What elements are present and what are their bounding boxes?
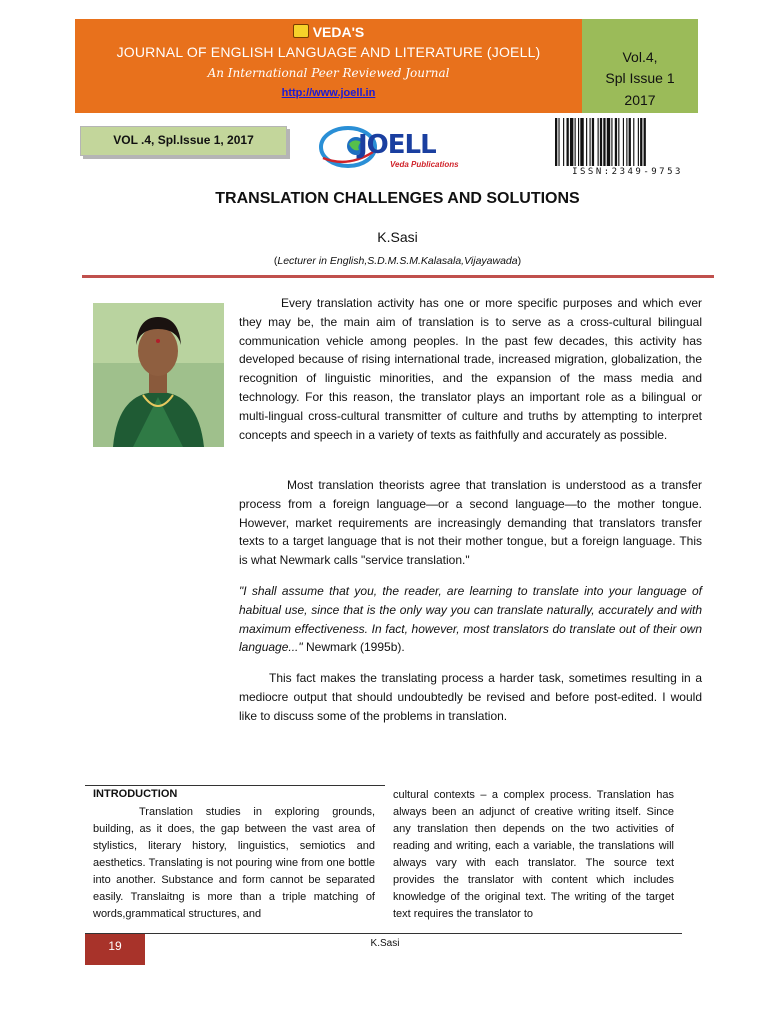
author-affiliation: (Lecturer in English,S.D.M.S.M.Kalasala,Vijayawada) bbox=[273, 255, 522, 267]
issue-year: 2017 bbox=[624, 92, 656, 108]
logo-subtext: Veda Publications bbox=[390, 160, 459, 169]
issn-number: ISSN:2349-9753 bbox=[572, 167, 683, 177]
author-photo bbox=[93, 303, 224, 447]
article-author: K.Sasi bbox=[377, 229, 418, 245]
journal-banner bbox=[75, 19, 582, 113]
issue-volume: Vol.4, bbox=[622, 49, 658, 65]
column-divider bbox=[85, 785, 385, 786]
veda-logo-icon bbox=[293, 24, 309, 38]
publisher-name: VEDA'S bbox=[75, 24, 582, 40]
issue-box bbox=[582, 19, 698, 113]
footer-divider bbox=[85, 933, 682, 934]
journal-url-link[interactable]: http://www.joell.in bbox=[281, 87, 376, 99]
newmark-quote: "I shall assume that you, the reader, are learning to translate into your language of habitual use, since that is the only way you can translate naturally, accurately and with maximum effectiveness. In fact, however, most translators do translate out of their own language..." Newmark (1995b). bbox=[239, 584, 702, 655]
volume-label: VOL .4, Spl.Issue 1, 2017 bbox=[113, 133, 254, 147]
abstract-paragraph-1: Every translation activity has one or more specific purposes and which ever they may be, the main aim of translation is to serve as a cross-cultural bilingual communication vehicle among peoples. In the past few decades, this activity has developed because of rising international trade, increased migration, globalization, the recognition of linguistic minorities, and the expansion of the mass media and technology. For this reason, the translator plays an important role as a bilingual or multi-lingual cross-cultural transmitter of culture and truths by attempting to interpret concepts and speech in a variety of texts as faithfully and accurately as possible. bbox=[239, 296, 702, 442]
footer-author: K.Sasi bbox=[370, 938, 400, 949]
abstract-paragraph-2: Most translation theorists agree that translation is understood as a transfer process from a foreign language—or a second language—to the mother tongue. However, market requirements are increasingly demanding that translators transfer texts to a target language that is not their mother tongue, but a foreign language. This is what Newmark calls "service translation." bbox=[239, 478, 702, 568]
intro-left-column: Translation studies in exploring grounds, building, as it does, the gap between the vast area of stylistics, literary history, linguistics, semiotics and aesthetics. Translating is not pouring wine from one bottle into another. Substance and form cannot be separated easily. Translaitng is more than a triple matching of words,grammatical structures, and bbox=[93, 806, 375, 920]
quote-source: Newmark (1995b). bbox=[306, 640, 405, 655]
title-divider bbox=[82, 275, 714, 278]
barcode-icon bbox=[555, 118, 700, 166]
introduction-heading: INTRODUCTION bbox=[93, 788, 178, 800]
journal-tagline: An International Peer Reviewed Journal bbox=[207, 66, 450, 80]
logo-letters: JOELL bbox=[358, 130, 436, 160]
page-number: 19 bbox=[85, 934, 145, 965]
article-title: TRANSLATION CHALLENGES AND SOLUTIONS bbox=[215, 190, 580, 207]
journal-title: JOURNAL OF ENGLISH LANGUAGE AND LITERATURE (JOELL) bbox=[116, 44, 541, 60]
author-portrait-icon bbox=[93, 303, 224, 447]
issue-number: Spl Issue 1 bbox=[605, 70, 675, 86]
abstract-paragraph-3: This fact makes the translating process a harder task, sometimes resulting in a mediocre output that should undoubtedly be revised and before post-edited. I would like to discuss some of the problems in translation. bbox=[239, 671, 702, 723]
intro-right-column: cultural contexts – a complex process. Translation has always been an adjunct of creative writing itself. Since any translation then depends on the two activities of reading and writing, each a variable, the translations will always vary with each translator. The source text provides the translator with content which includes knowledge of the original text. The writing of the target text requires the translator to bbox=[393, 789, 674, 920]
joell-logo bbox=[318, 122, 488, 172]
volume-label-box bbox=[80, 126, 287, 156]
